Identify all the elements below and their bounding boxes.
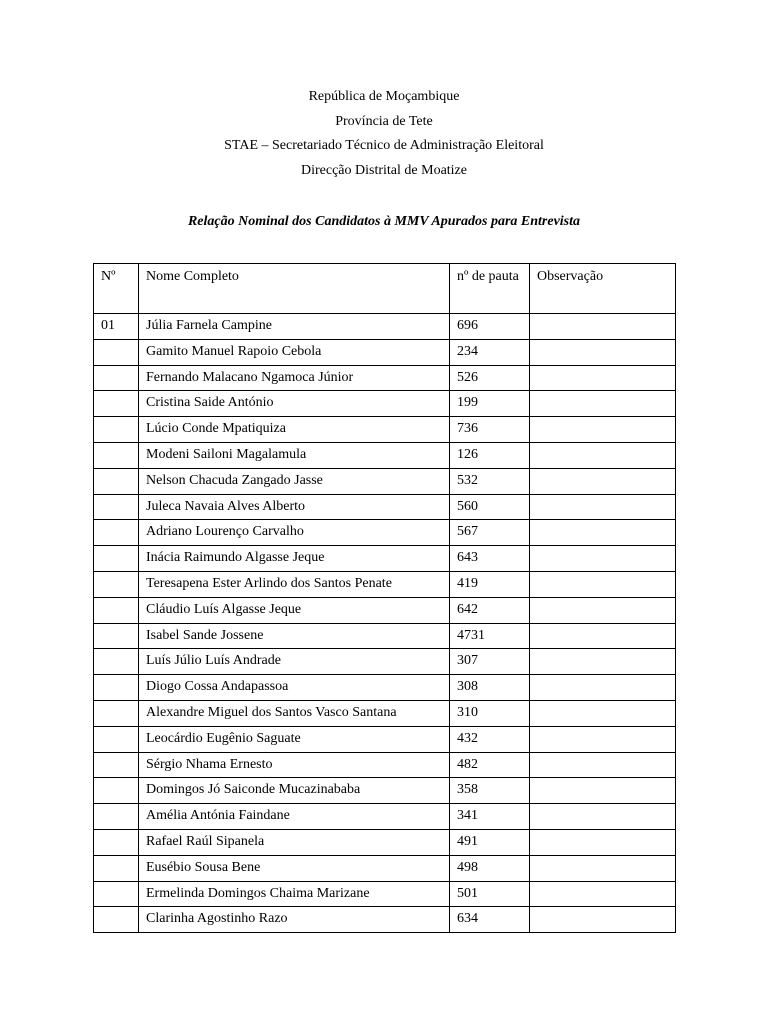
- candidate-name: Amélia Antónia Faindane: [139, 804, 450, 830]
- table-row: [94, 546, 676, 572]
- candidate-name: Modeni Sailoni Magalamula: [139, 442, 450, 468]
- row-number: [94, 520, 139, 546]
- observation: [530, 804, 676, 830]
- row-number: [94, 442, 139, 468]
- row-number: [94, 468, 139, 494]
- pauta-number: 642: [450, 597, 530, 623]
- candidate-name: Adriano Lourenço Carvalho: [139, 520, 450, 546]
- table-row: [94, 829, 676, 855]
- table-row: [94, 804, 676, 830]
- table-row: [94, 700, 676, 726]
- observation: [530, 597, 676, 623]
- candidate-name: Júlia Farnela Campine: [139, 314, 450, 340]
- header-number: Nº: [94, 264, 139, 314]
- row-number: [94, 855, 139, 881]
- observation: [530, 623, 676, 649]
- candidate-name: Gamito Manuel Rapoio Cebola: [139, 339, 450, 365]
- header-country: República de Moçambique: [308, 89, 460, 104]
- observation: [530, 442, 676, 468]
- pauta-number: 126: [450, 442, 530, 468]
- candidate-name: Cláudio Luís Algasse Jeque: [139, 597, 450, 623]
- row-number: [94, 829, 139, 855]
- pauta-number: 634: [450, 907, 530, 933]
- pauta-number: 498: [450, 855, 530, 881]
- pauta-number: 567: [450, 520, 530, 546]
- candidate-name: Domingos Jó Saiconde Mucazinababa: [139, 778, 450, 804]
- document-header: [0, 85, 768, 183]
- observation: [530, 700, 676, 726]
- row-number: [94, 700, 139, 726]
- observation: [530, 571, 676, 597]
- table-row: [94, 365, 676, 391]
- observation: [530, 417, 676, 443]
- candidate-name: Isabel Sande Jossene: [139, 623, 450, 649]
- observation: [530, 675, 676, 701]
- pauta-number: 526: [450, 365, 530, 391]
- table-row: [94, 752, 676, 778]
- candidate-name: Juleca Navaia Alves Alberto: [139, 494, 450, 520]
- observation: [530, 829, 676, 855]
- observation: [530, 649, 676, 675]
- table-row: [94, 520, 676, 546]
- candidate-name: Lúcio Conde Mpatiquiza: [139, 417, 450, 443]
- pauta-number: 419: [450, 571, 530, 597]
- table-body: [94, 314, 676, 933]
- row-number: [94, 881, 139, 907]
- row-number: [94, 391, 139, 417]
- row-number: [94, 675, 139, 701]
- candidate-name: Clarinha Agostinho Razo: [139, 907, 450, 933]
- header-directorate: Direcção Distrital de Moatize: [301, 162, 467, 178]
- header-pauta-number: nº de pauta: [450, 264, 530, 314]
- observation: [530, 907, 676, 933]
- table-row: [94, 314, 676, 340]
- observation: [530, 314, 676, 340]
- row-number: [94, 546, 139, 572]
- candidate-name: Ermelinda Domingos Chaima Marizane: [139, 881, 450, 907]
- table-row: [94, 442, 676, 468]
- table-row: [94, 494, 676, 520]
- table-row: [94, 649, 676, 675]
- row-number: [94, 623, 139, 649]
- observation: [530, 726, 676, 752]
- row-number: [94, 339, 139, 365]
- pauta-number: 199: [450, 391, 530, 417]
- pauta-number: 643: [450, 546, 530, 572]
- table-row: [94, 623, 676, 649]
- pauta-number: 308: [450, 675, 530, 701]
- observation: [530, 778, 676, 804]
- candidate-name: Teresapena Ester Arlindo dos Santos Penate: [139, 571, 450, 597]
- observation: [530, 391, 676, 417]
- pauta-number: 532: [450, 468, 530, 494]
- table-row: [94, 675, 676, 701]
- table-row: [94, 571, 676, 597]
- row-number: [94, 571, 139, 597]
- pauta-number: 432: [450, 726, 530, 752]
- table-row: [94, 468, 676, 494]
- observation: [530, 365, 676, 391]
- table-row: [94, 597, 676, 623]
- observation: [530, 339, 676, 365]
- table-header-row: [94, 264, 676, 314]
- document-title: Relação Nominal dos Candidatos à MMV Apurados para Entrevista: [187, 214, 581, 229]
- row-number: [94, 365, 139, 391]
- pauta-number: 307: [450, 649, 530, 675]
- pauta-number: 560: [450, 494, 530, 520]
- candidate-name: Alexandre Miguel dos Santos Vasco Santana: [139, 700, 450, 726]
- pauta-number: 736: [450, 417, 530, 443]
- observation: [530, 881, 676, 907]
- pauta-number: 341: [450, 804, 530, 830]
- table-row: [94, 881, 676, 907]
- pauta-number: 310: [450, 700, 530, 726]
- observation: [530, 468, 676, 494]
- table-row: [94, 417, 676, 443]
- candidate-name: Fernando Malacano Ngamoca Júnior: [139, 365, 450, 391]
- candidate-name: Rafael Raúl Sipanela: [139, 829, 450, 855]
- candidate-name: Leocárdio Eugênio Saguate: [139, 726, 450, 752]
- table-row: [94, 726, 676, 752]
- observation: [530, 546, 676, 572]
- row-number: [94, 649, 139, 675]
- row-number: [94, 907, 139, 933]
- candidate-name: Luís Júlio Luís Andrade: [139, 649, 450, 675]
- pauta-number: 696: [450, 314, 530, 340]
- table-row: [94, 778, 676, 804]
- table-row: [94, 339, 676, 365]
- header-full-name: Nome Completo: [139, 264, 450, 314]
- observation: [530, 752, 676, 778]
- pauta-number: 501: [450, 881, 530, 907]
- pauta-number: 4731: [450, 623, 530, 649]
- row-number: [94, 494, 139, 520]
- header-organization: STAE – Secretariado Técnico de Administração Eleitoral: [224, 138, 544, 153]
- pauta-number: 358: [450, 778, 530, 804]
- observation: [530, 520, 676, 546]
- candidate-name: Inácia Raimundo Algasse Jeque: [139, 546, 450, 572]
- row-number: [94, 804, 139, 830]
- pauta-number: 491: [450, 829, 530, 855]
- table-row: [94, 391, 676, 417]
- candidate-name: Cristina Saide António: [139, 391, 450, 417]
- header-observation: Observação: [530, 264, 676, 314]
- observation: [530, 855, 676, 881]
- row-number: [94, 778, 139, 804]
- row-number: [94, 752, 139, 778]
- pauta-number: 482: [450, 752, 530, 778]
- row-number: 01: [94, 314, 139, 340]
- candidates-table: [93, 263, 676, 933]
- candidate-name: Diogo Cossa Andapassoa: [139, 675, 450, 701]
- table-row: [94, 907, 676, 933]
- row-number: [94, 597, 139, 623]
- observation: [530, 494, 676, 520]
- table-row: [94, 855, 676, 881]
- row-number: [94, 417, 139, 443]
- row-number: [94, 726, 139, 752]
- candidate-name: Nelson Chacuda Zangado Jasse: [139, 468, 450, 494]
- candidate-name: Sérgio Nhama Ernesto: [139, 752, 450, 778]
- candidate-name: Eusébio Sousa Bene: [139, 855, 450, 881]
- header-province: Província de Tete: [335, 113, 433, 129]
- pauta-number: 234: [450, 339, 530, 365]
